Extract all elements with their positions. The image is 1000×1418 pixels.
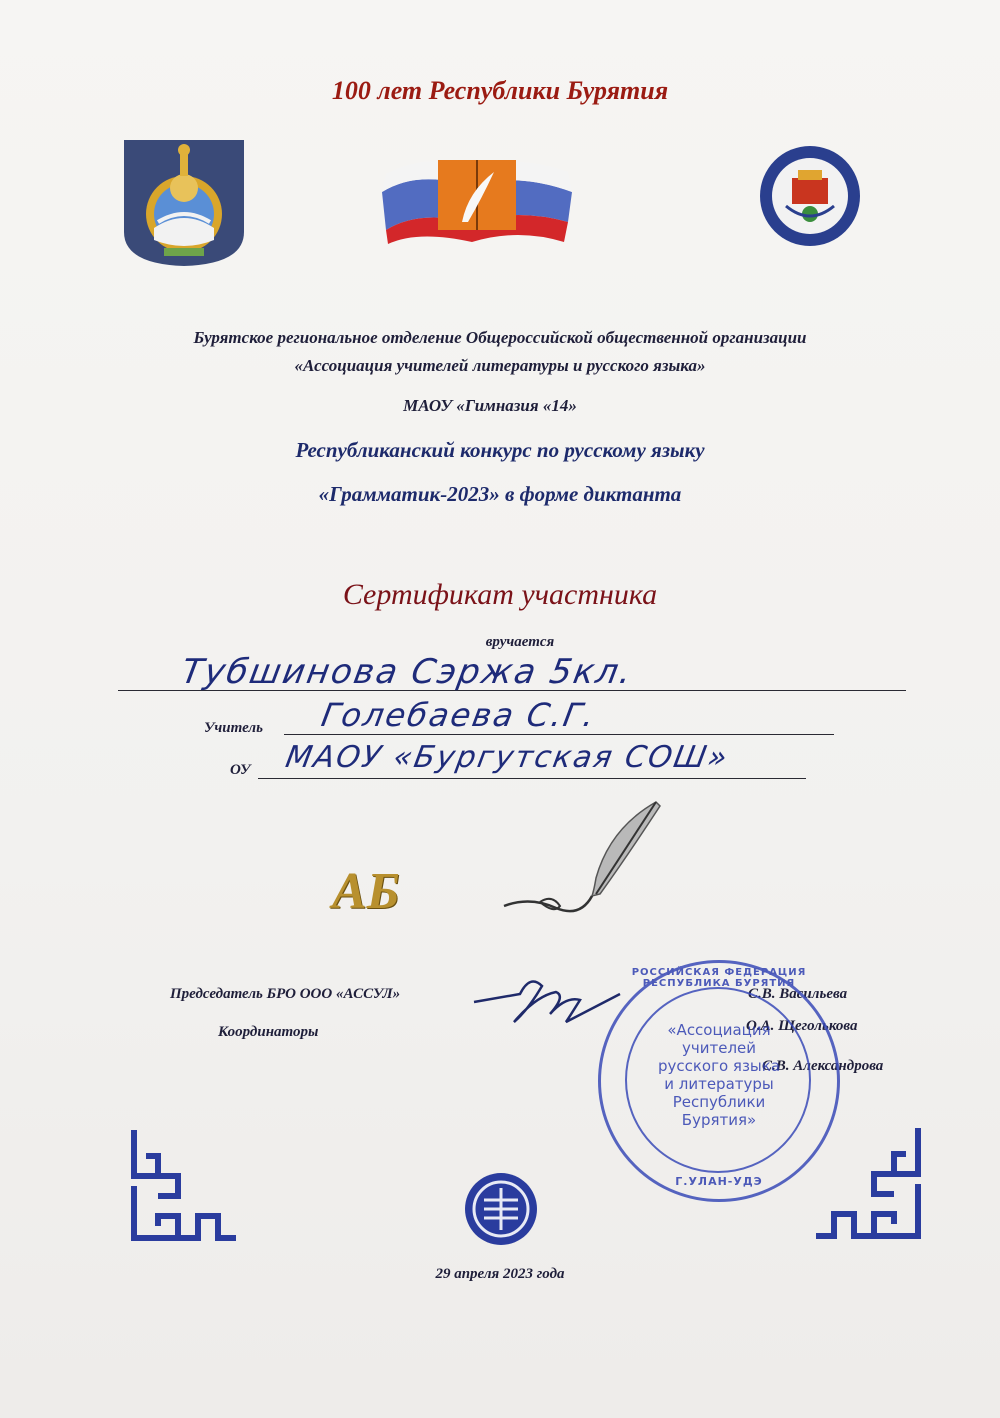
- stamp-line-2: учителей: [681, 1039, 757, 1057]
- organization-line-1: Бурятское региональное отделение Общероссийской общественной организации: [193, 328, 807, 347]
- school-label: ОУ: [230, 762, 251, 778]
- teacher-line: [284, 734, 834, 735]
- coordinator-2-name: С.В. Александрова: [762, 1058, 884, 1074]
- stamp-text: [631, 1021, 807, 1129]
- monogram-logo: АБ: [332, 863, 400, 920]
- issue-date: 29 апреля 2023 года: [435, 1266, 565, 1282]
- ornament-right-icon: [812, 1124, 924, 1244]
- organization-line-2: «Ассоциация учителей литературы и русского языка»: [294, 356, 706, 375]
- official-stamp: [598, 960, 840, 1202]
- teacher-label: Учитель: [204, 720, 263, 736]
- school-round-logo: [758, 144, 862, 248]
- school-line: [258, 778, 806, 779]
- stamp-city: Г.УЛАН-УДЭ: [675, 1175, 763, 1188]
- chair-name: С.В. Васильева: [748, 986, 848, 1002]
- certificate-title: Сертификат участника: [342, 578, 658, 611]
- recipient-name: Тубшинова Сэржа 5кл.: [178, 652, 637, 692]
- stamp-line-5: Республики: [672, 1093, 766, 1111]
- school-name: МАОУ «Бургутская СОШ»: [282, 740, 732, 775]
- chair-signature: [470, 966, 630, 1036]
- awarded-to-label: вручается: [485, 634, 555, 650]
- stamp-line-4: и литературы: [664, 1075, 774, 1093]
- coat-of-arms-icon: [118, 136, 250, 268]
- contest-title-line-1: Республиканский конкурс по русскому языку: [295, 438, 705, 462]
- stamp-outer-text: РОССИЙСКАЯ ФЕДЕРАЦИЯ РЕСПУБЛИКА БУРЯТИЯ: [631, 967, 807, 989]
- coordinator-1-name: О.А. Щеголькова: [746, 1018, 858, 1034]
- coordinators-label: Координаторы: [218, 1024, 319, 1040]
- contest-title-line-2: «Грамматик-2023» в форме диктанта: [318, 482, 682, 506]
- stamp-line-6: Бурятия»: [681, 1111, 757, 1129]
- association-book-logo: [378, 152, 576, 244]
- teacher-name: Голебаева С.Г.: [318, 696, 600, 734]
- banner-title: 100 лет Республики Бурятия: [331, 76, 669, 105]
- stamp-line-3: русского языка: [657, 1057, 781, 1075]
- chair-label: Председатель БРО ООО «АССУЛ»: [170, 986, 401, 1002]
- host-school: МАОУ «Гимназия «14»: [403, 396, 577, 415]
- stamp-line-1: «Ассоциация: [667, 1021, 771, 1039]
- quill-pen-icon: [500, 798, 670, 922]
- ornament-left-icon: [128, 1126, 240, 1246]
- emblem-round-icon: [462, 1170, 540, 1248]
